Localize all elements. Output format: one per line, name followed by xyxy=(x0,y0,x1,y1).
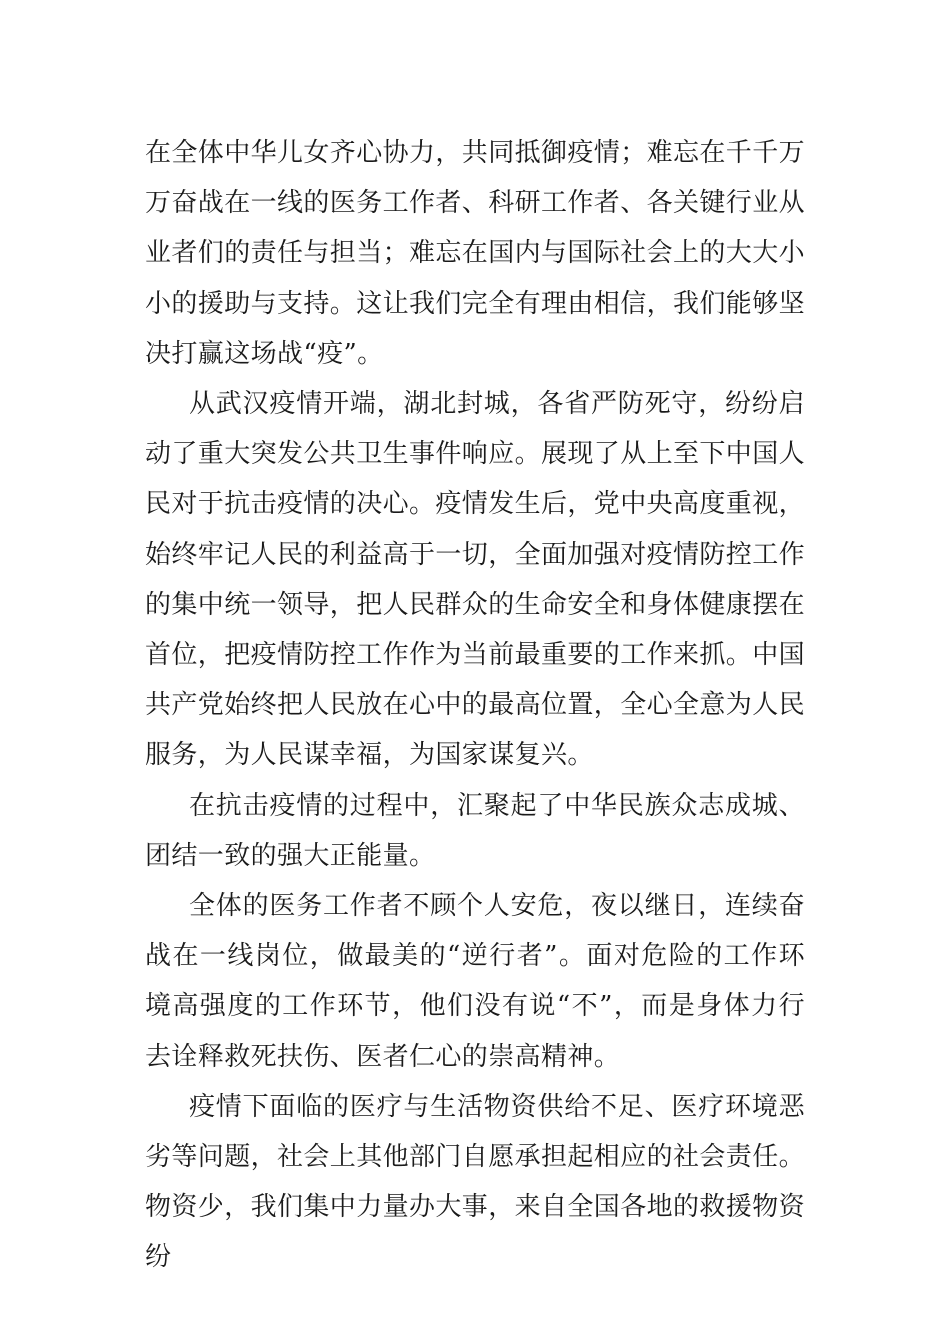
paragraph-4: 全体的医务工作者不顾个人安危，夜以继日，连续奋战在一线岗位，做最美的“逆行者”。面对危险的工作环境高强度的工作环节，他们没有说“不”，而是身体力行去诠释救死扶伤、医者仁心的崇高精神。 xyxy=(145,891,805,1072)
paragraph-2: 从武汉疫情开端，湖北封城，各省严防死守，纷纷启动了重大突发公共卫生事件响应。展现了从上至下中国人民对于抗击疫情的决心。疫情发生后，党中央高度重视，始终牢记人民的利益高于一切，全面加强对疫情防控工作的集中统一领导，把人民群众的生命安全和身体健康摆在首位，把疫情防控工作作为当前最重要的工作来抓。中国共产党始终把人民放在心中的最高位置，全心全意为人民服务，为人民谋幸福，为国家谋复兴。 xyxy=(145,389,806,771)
paragraph-1: 在全体中华儿女齐心协力，共同抵御疫情；难忘在千千万万奋战在一线的医务工作者、科研工作者、各关键行业从业者们的责任与担当；难忘在国内与国际社会上的大大小小的援助与支持。这让我们完全有理由相信，我们能够坚决打赢这场战“疫”。 xyxy=(145,138,806,369)
paragraph-5: 疫情下面临的医疗与生活物资供给不足、医疗环境恶劣等问题，社会上其他部门自愿承担起相应的社会责任。物资少，我们集中力量办大事，来自全国各地的救援物资纷 xyxy=(145,1091,806,1273)
paragraph-3: 在抗击疫情的过程中，汇聚起了中华民族众志成城、团结一致的强大正能量。 xyxy=(145,790,805,871)
document-body xyxy=(145,128,805,1283)
